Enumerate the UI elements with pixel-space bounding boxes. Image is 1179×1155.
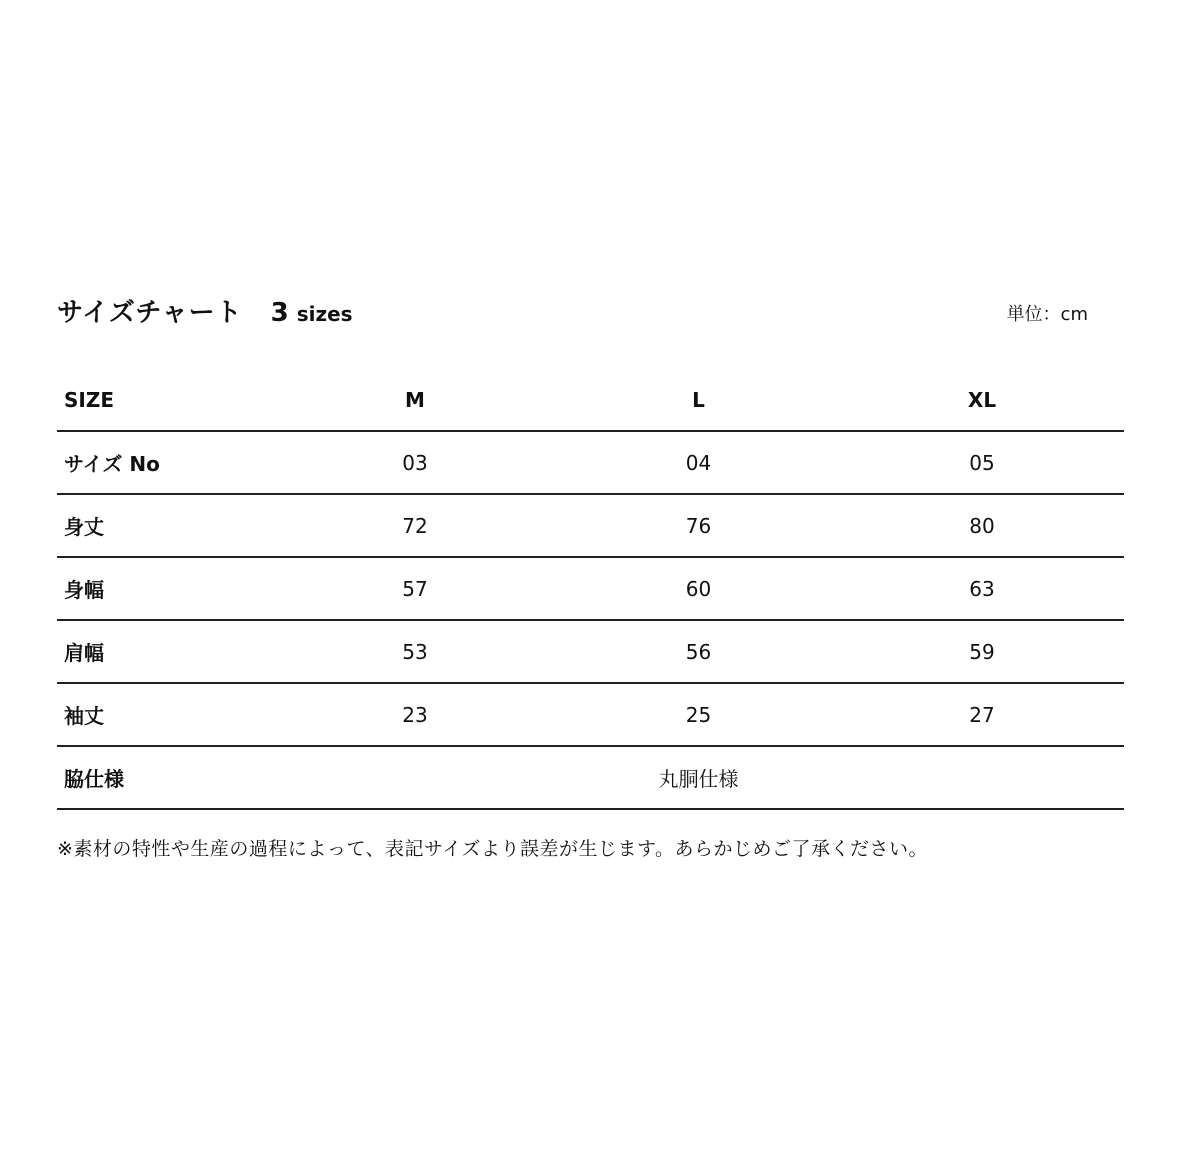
header-size-label: SIZE xyxy=(57,369,273,431)
header-size-m: M xyxy=(273,369,557,431)
title-size-count: 3 xyxy=(270,298,289,328)
table-row xyxy=(57,557,1124,620)
row-label-body-width: 身幅 xyxy=(57,557,273,620)
table-row xyxy=(57,494,1124,557)
table-cell: 80 xyxy=(840,494,1124,557)
table-cell: 76 xyxy=(557,494,840,557)
size-table xyxy=(57,369,1124,810)
row-label-sleeve-length: 袖丈 xyxy=(57,683,273,746)
header-size-l: L xyxy=(557,369,840,431)
table-cell: 04 xyxy=(557,431,840,494)
table-header-row xyxy=(57,369,1124,431)
table-cell: 27 xyxy=(840,683,1124,746)
table-cell: 23 xyxy=(273,683,557,746)
table-cell: 72 xyxy=(273,494,557,557)
table-cell: 57 xyxy=(273,557,557,620)
title-main: サイズチャート xyxy=(57,298,243,328)
table-cell: 60 xyxy=(557,557,840,620)
table-cell: 63 xyxy=(840,557,1124,620)
side-spec-value: 丸胴仕様 xyxy=(273,746,1124,809)
disclaimer-note: ※素材の特性や生産の過程によって、表記サイズより誤差が生じます。あらかじめご了承ください。 xyxy=(57,838,929,860)
size-chart-title xyxy=(57,292,353,329)
table-row xyxy=(57,683,1124,746)
table-cell: 05 xyxy=(840,431,1124,494)
row-label-body-length: 身丈 xyxy=(57,494,273,557)
row-label-shoulder-width: 肩幅 xyxy=(57,620,273,683)
header-size-xl: XL xyxy=(840,369,1124,431)
table-row xyxy=(57,431,1124,494)
table-cell: 59 xyxy=(840,620,1124,683)
table-cell: 03 xyxy=(273,431,557,494)
table-cell: 56 xyxy=(557,620,840,683)
table-cell: 25 xyxy=(557,683,840,746)
table-row-side-spec xyxy=(57,746,1124,809)
title-sizes-word: sizes xyxy=(296,302,353,326)
row-label-size-no: サイズ No xyxy=(57,431,273,494)
unit-label: 単位：cm xyxy=(1006,304,1088,325)
row-label-side-spec: 脇仕様 xyxy=(57,746,273,809)
table-cell: 53 xyxy=(273,620,557,683)
table-row xyxy=(57,620,1124,683)
